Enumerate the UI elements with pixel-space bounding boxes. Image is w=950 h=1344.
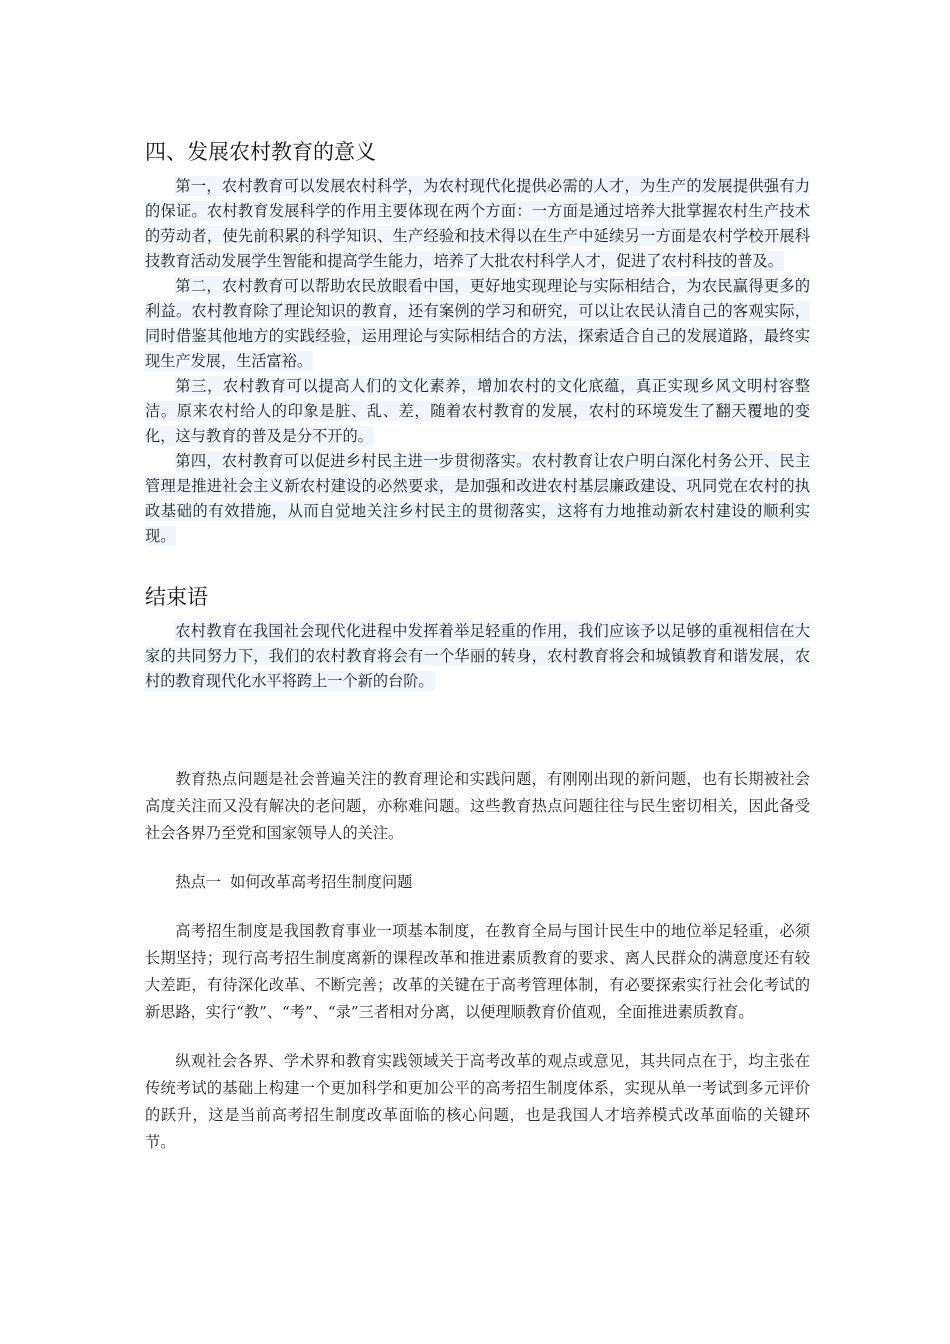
paragraph-hot-topics-intro: 教育热点问题是社会普遍关注的教育理论和实践问题，有刚刚出现的新问题，也有长期被社会高度关注而又没有解决的老问题，亦称难问题。这些教育热点问题往往与民生密切相关，因此备受社会各界乃至党和国家领导人的关注。: [145, 770, 810, 842]
paragraph-text: 第二，农村教育可以帮助农民放眼看中国，更好地实现理论与实际相结合，为农民赢得更多的利益。农村教育除了理论知识的教育，还有案例的学习和研究，可以让农民认清自己的客观实际，同时借鉴其他地方的实践经验，运用理论与实际相结合的方法，探索适合自己的发展道路，最终实现生产发展，生活富裕。: [145, 277, 810, 370]
hot-topics-section: [145, 766, 810, 1156]
hotspot-title: 如何改革高考招生制度问题: [230, 873, 413, 891]
paragraph-text: 第四，农村教育可以促进乡村民主进一步贯彻落实。农村教育让农户明白深化村务公开、民主管理是推进社会主义新农村建设的必然要求，是加强和改进农村基层廉政建设、巩同党在农村的执政基础的有效措施，从而自觉地关注乡村民主的贯彻落实，这将有力地推动新农村建设的顺利实现。: [145, 452, 810, 545]
paragraph-text: 第三，农村教育可以提高人们的文化素养，增加农村的文化底蕴，真正实现乡风文明村容整洁。原来农村给人的印象是脏、乱、差，随着农村教育的发展，农村的环境发生了翻天覆地的变化，这与教育的普及是分不开的。: [145, 377, 810, 445]
paragraph-second-point: [145, 274, 810, 374]
paragraph-third-point: [145, 374, 810, 449]
hotspot-heading: [145, 869, 810, 896]
paragraph-exam-system: 高考招生制度是我国教育事业一项基本制度，在教育全局与国计民生中的地位举足轻重，必须长期坚持；现行高考招生制度离新的课程改革和推进素质教育的要求、离人民群众的满意度还有较大差距，有待深化改革、不断完善；改革的关键在于高考管理体制，有必要探索实行社会化考试的新思路，实行“教”、“考”、“录”三者相对分离，以便理顺教育价值观，全面推进素质教育。: [145, 922, 810, 1021]
paragraph-text: 第一，农村教育可以发展农村科学，为农村现代化提供必需的人才，为生产的发展提供强有力的保证。农村教育发展科学的作用主要体现在两个方面：一方面是通过培养大批掌握农村生产技术的劳动者，使先前积累的科学知识、生产经验和技术得以在生产中延续另一方面是农村学校开展科技教育活动发展学生智能和提高学生能力，培养了大批农村科学人才，促进了农村科技的普及。: [145, 177, 810, 270]
paragraph-conclusion: [145, 619, 810, 694]
hotspot-label: 热点一: [175, 873, 221, 891]
paragraph-text: 农村教育在我国社会现代化进程中发挥着举足轻重的作用，我们应该予以足够的重视相信在大家的共同努力下，我们的农村教育将会有一个华丽的转身，农村教育将会和城镇教育和谐发展，农村的教育现代化水平将跨上一个新的台阶。: [145, 622, 810, 690]
conclusion-section: [145, 619, 810, 694]
section-heading-conclusion: 结束语: [145, 585, 208, 609]
paragraph-exam-reform-views: 纵观社会各界、学术界和教育实践领域关于高考改革的观点或意见，其共同点在于，均主张在传统考试的基础上构建一个更加科学和更加公平的高考招生制度体系，实现从单一考试到多元评价的跃升，这是当前高考招生制度改革面临的核心问题，也是我国人才培养模式改革面临的关键环节。: [145, 1052, 810, 1151]
paragraph-first-point: [145, 174, 810, 274]
document-page: [145, 130, 810, 1178]
significance-section: [145, 174, 810, 549]
paragraph-fourth-point: [145, 449, 810, 549]
section-heading-significance: 四、发展农村教育的意义: [145, 140, 376, 164]
